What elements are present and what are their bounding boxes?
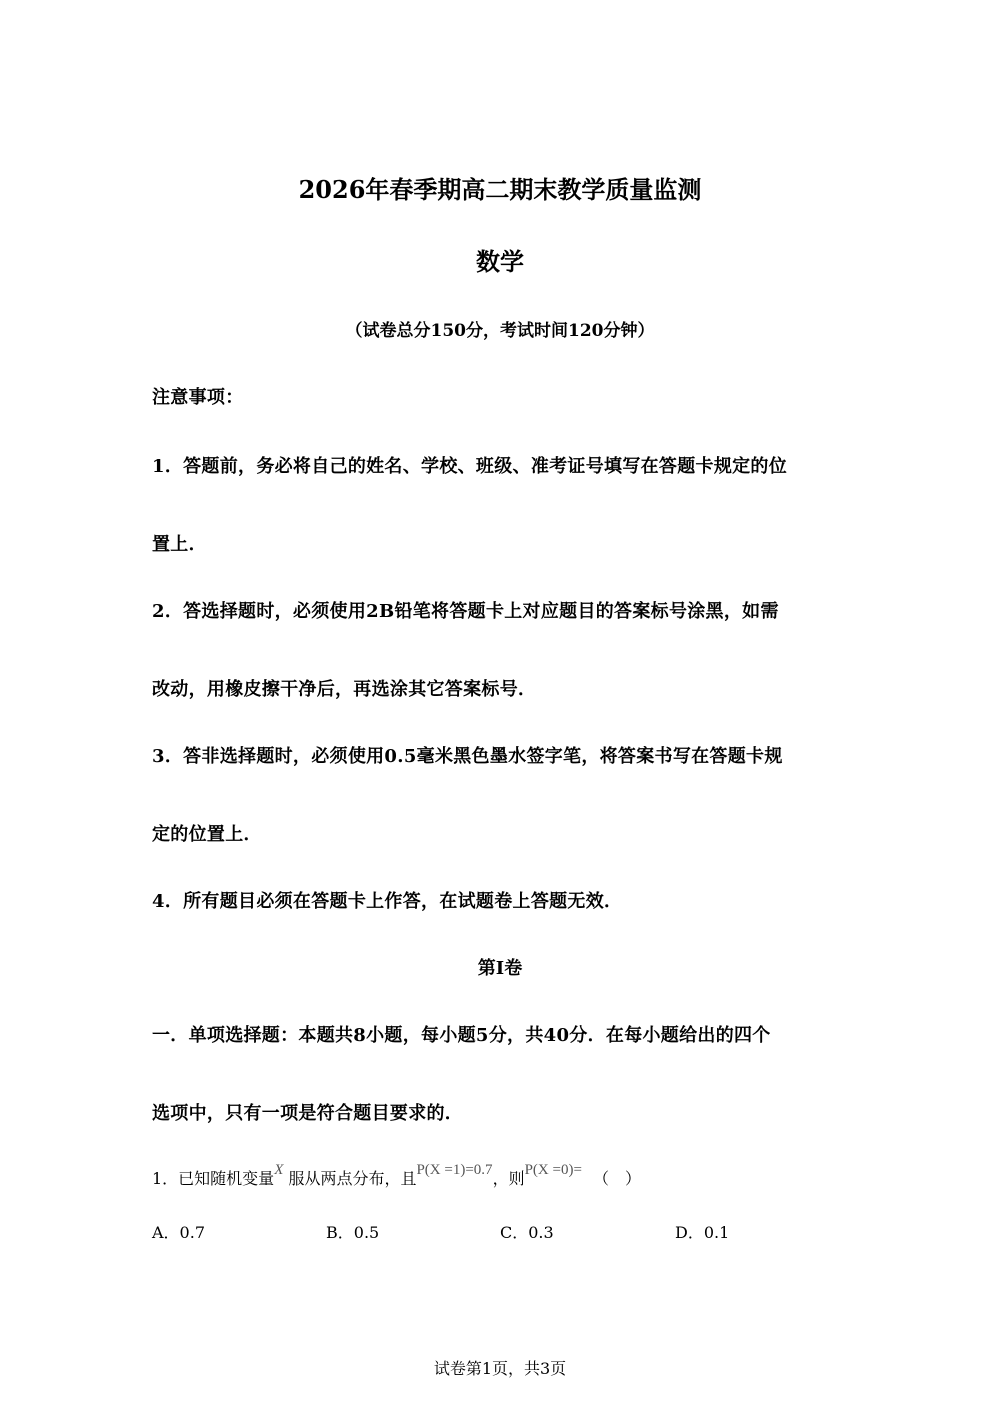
- question-1-condition: P(X =1)=0.7: [416, 1162, 493, 1178]
- option-b: B．0.5: [326, 1223, 380, 1242]
- note-line-7: 4．所有题目必须在答题卡上作答，在试题卷上答题无效．: [152, 891, 623, 912]
- part-line-2: 选项中，只有一项是符合题目要求的．: [152, 1103, 464, 1124]
- option-d: D．0.1: [675, 1223, 730, 1242]
- notes-heading: 注意事项：: [152, 387, 244, 408]
- question-1-variable: X: [274, 1162, 284, 1178]
- note-line-2: 置上．: [152, 534, 207, 555]
- option-a: A．0.7: [152, 1223, 206, 1242]
- note-line-4: 改动，用橡皮擦干净后，再选涂其它答案标号．: [152, 679, 537, 700]
- answer-paren: （ ）: [593, 1169, 642, 1188]
- exam-title: 2026年春季期高二期末教学质量监测: [298, 175, 702, 204]
- question-1-then: ，则: [492, 1169, 525, 1188]
- note-line-5: 3．答非选择题时，必须使用0.5毫米黑色墨水签字笔，将答案书写在答题卡规: [152, 746, 783, 767]
- subject-title: 数学: [476, 247, 524, 276]
- part-line-1: 一．单项选择题：本题共8小题，每小题5分，共40分．在每小题给出的四个: [152, 1025, 771, 1046]
- option-c: C．0.3: [500, 1223, 554, 1242]
- exam-info: （试卷总分150分，考试时间120分钟）: [345, 321, 655, 341]
- note-line-6: 定的位置上．: [152, 824, 262, 845]
- question-1-ask: P(X =0)=: [524, 1162, 582, 1178]
- note-line-3: 2．答选择题时，必须使用2B铅笔将答题卡上对应题目的答案标号涂黑，如需: [152, 601, 779, 622]
- question-1-prefix: 1．已知随机变量: [152, 1169, 275, 1188]
- volume-title: 第Ⅰ卷: [477, 958, 523, 979]
- note-line-1: 1．答题前，务必将自己的姓名、学校、班级、准考证号填写在答题卡规定的位: [152, 456, 788, 477]
- page-footer: 试卷第1页，共3页: [433, 1359, 567, 1378]
- question-1-mid: 服从两点分布，且: [288, 1169, 417, 1188]
- question-1: [152, 1162, 642, 1189]
